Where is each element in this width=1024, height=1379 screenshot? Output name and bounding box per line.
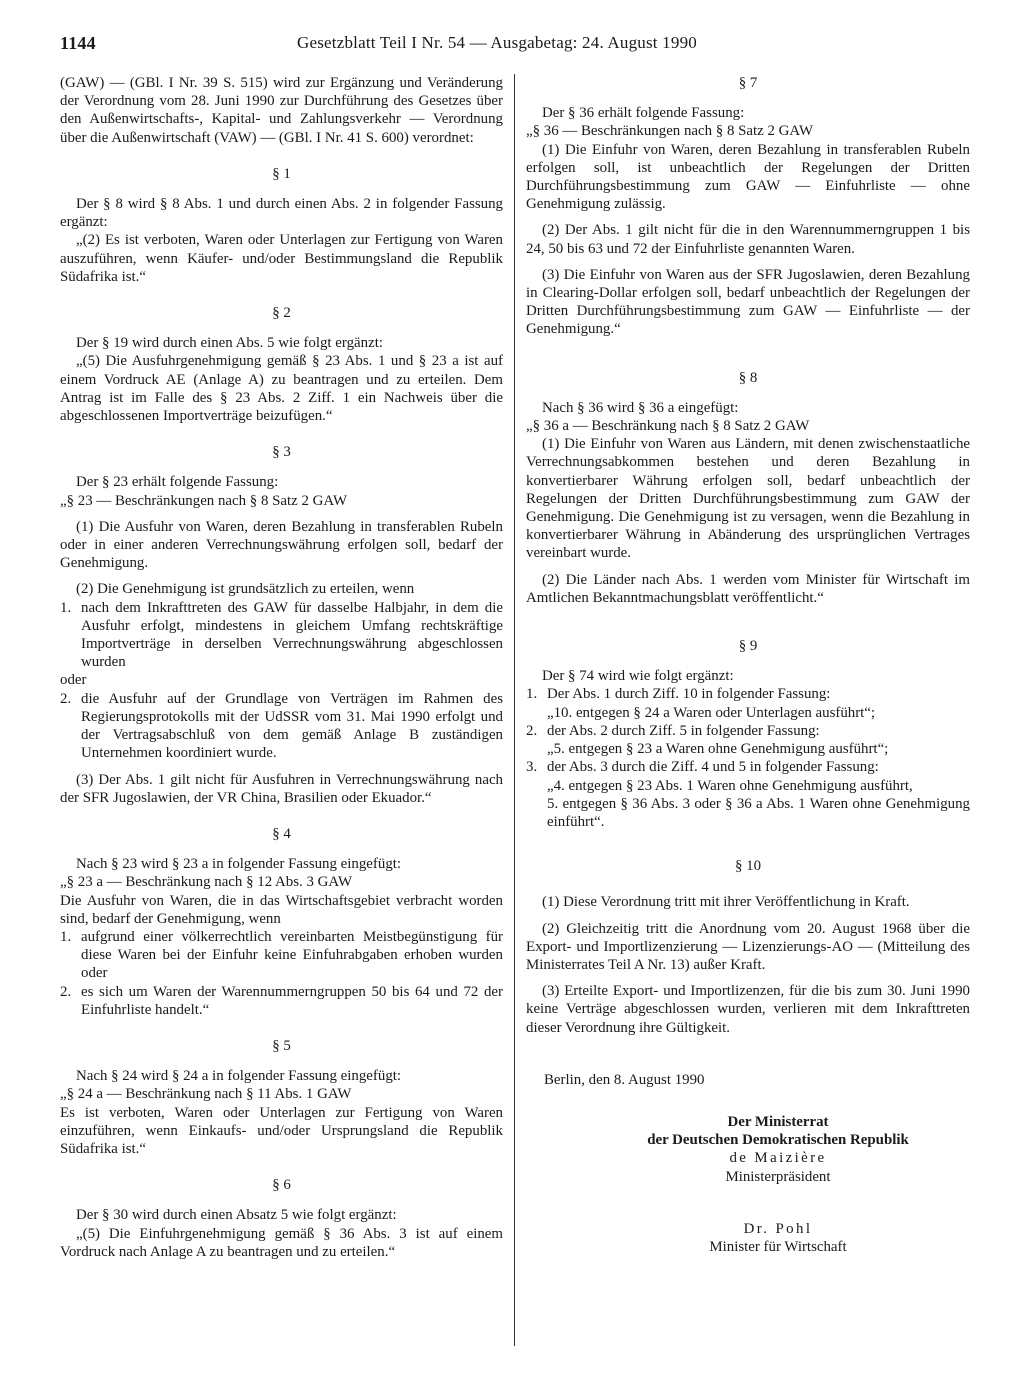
section-7-para-1: (1) Die Einfuhr von Waren, deren Bezahlung in transferablen Rubeln erfolgen soll, ist unbeachtlich der Regelungen der Dritten Durchführungsbestimmung zum GAW — Einfuhrliste — ohne Genehmigung zulässig. bbox=[526, 141, 970, 213]
place-date: Berlin, den 8. August 1990 bbox=[544, 1071, 705, 1088]
section-7-heading: „§ 36 — Beschränkungen nach § 8 Satz 2 GAW bbox=[526, 123, 814, 140]
section-3-text: Der § 23 erhält folgende Fassung: bbox=[76, 474, 279, 491]
section-2-quote: „(5) Die Ausfuhrgenehmigung gemäß § 23 Abs. 1 und § 23 a ist auf einem Vordruck AE (Anlage A) zu beantragen und zu erteilen. Dem Antrag ist im Falle des § 23 Abs. 2 Ziff. 1 ein Nachweis über die abgeschlossenen Importverträge beizufügen.“ bbox=[60, 353, 503, 425]
section-9-list bbox=[526, 685, 970, 703]
signatory-organization-line-2: der Deutschen Demokratischen Republik bbox=[647, 1132, 909, 1149]
section-5-heading: „§ 24 a — Beschränkung nach § 11 Abs. 1 GAW bbox=[60, 1086, 352, 1103]
list-item: 2. der Abs. 2 durch Ziff. 5 in folgender Fassung: bbox=[526, 722, 820, 739]
section-10-para-1: (1) Diese Verordnung tritt mit ihrer Veröffentlichung in Kraft. bbox=[542, 894, 910, 911]
section-9-list-2 bbox=[526, 722, 970, 740]
list-subitem: 5. entgegen § 36 Abs. 3 oder § 36 a Abs. 1 Waren ohne Genehmigung einführt“. bbox=[547, 795, 970, 830]
section-4-text: Nach § 23 wird § 23 a in folgender Fassung eingefügt: bbox=[76, 856, 402, 873]
section-4-list bbox=[60, 928, 503, 1019]
section-3-para-3: (3) Der Abs. 1 gilt nicht für Ausfuhren in Verrechnungswährung nach der SFR Jugoslawien, der VR China, Brasilien oder Ekuador.“ bbox=[60, 771, 503, 806]
section-4-title: § 4 bbox=[272, 825, 291, 842]
section-1-quote: „(2) Es ist verboten, Waren oder Unterlagen zur Fertigung von Waren auszuführen, wenn Käufer- und/oder Bestimmungsland die Republik Südafrika ist.“ bbox=[60, 232, 503, 285]
section-5-text: Nach § 24 wird § 24 a in folgender Fassung eingefügt: bbox=[76, 1068, 402, 1085]
section-1-text: Der § 8 wird § 8 Abs. 1 und durch einen Abs. 2 in folgender Fassung ergänzt: bbox=[60, 196, 503, 231]
list-item: 2. die Ausfuhr auf der Grundlage von Verträgen im Rahmen des Regierungsprotokolls mit der UdSSR vom 31. Mai 1990 erfolgt und der Vertragsabschluß von dem gemäß Anlage B zuständigen Unternehmen koordiniert wurde. bbox=[60, 690, 503, 762]
section-3-title: § 3 bbox=[272, 444, 291, 461]
list-subitem: „4. entgegen § 23 Abs. 1 Waren ohne Genehmigung ausführt, bbox=[547, 777, 913, 794]
section-7-title: § 7 bbox=[738, 75, 758, 91]
signatory-name-1: de Maizière bbox=[729, 1150, 827, 1167]
section-4-para: Die Ausfuhr von Waren, die in das Wirtschaftsgebiet verbracht worden sind, bedarf der Genehmigung, wenn bbox=[60, 892, 503, 927]
signatory-organization: Der Ministerrat bbox=[727, 1113, 829, 1130]
section-3-list-2 bbox=[60, 690, 503, 763]
right-column bbox=[526, 74, 970, 1256]
signatory-role-2: Minister für Wirtschaft bbox=[709, 1238, 847, 1255]
section-6-text: Der § 30 wird durch einen Absatz 5 wie folgt ergänzt: bbox=[76, 1207, 397, 1224]
list-item: 1. Der Abs. 1 durch Ziff. 10 in folgender Fassung: bbox=[526, 686, 831, 703]
section-6-title: § 6 bbox=[272, 1177, 291, 1194]
section-8-text: Nach § 36 wird § 36 a eingefügt: bbox=[542, 399, 739, 416]
section-10-para-2: (2) Gleichzeitig tritt die Anordnung vom 20. August 1968 über die Export- und Importlizenzierung — Lizenzierungs-AO — (Mitteilung des Ministerrates Teil A Nr. 13) außer Kraft. bbox=[526, 920, 970, 973]
section-10-title: § 10 bbox=[734, 858, 762, 875]
signatory-name-2: Dr. Pohl bbox=[743, 1220, 813, 1237]
section-10-para-3: (3) Erteilte Export- und Importlizenzen, für die bis zum 30. Juni 1990 keine Verträge abgeschlossen wurden, verlieren mit dem Inkrafttreten dieser Verordnung ihre Gültigkeit. bbox=[526, 983, 970, 1036]
running-title: Gesetzblatt Teil I Nr. 54 — Ausgabetag: 24. August 1990 bbox=[297, 33, 697, 52]
conjunction-oder: oder bbox=[60, 672, 87, 689]
section-8-para-1: (1) Die Einfuhr von Waren aus Ländern, mit denen zwischenstaatliche Verrechnungsabkommen bestehen und deren Bezahlung in konvertierbarer Währung erfolgen soll, bedarf unbeachtlich der Regelungen der Dritten Durchführungsbestimmung zum GAW der Genehmigung. Die Genehmigung ist zu versagen, wenn die Bezahlung in konvertierbarer Währung in Abänderung des ursprünglichen Vertrages vereinbart wurde. bbox=[526, 436, 970, 562]
column-divider bbox=[514, 74, 515, 1346]
intro-paragraph: (GAW) — (GBl. I Nr. 39 S. 515) wird zur Ergänzung und Veränderung der Verordnung vom 28. Juni 1990 zur Durchführung des Gesetzes über den Außenwirtschafts-, Kapital- und Zahlungsverkehr — Verordnung über die Außenwirtschaft (VAW) — (GBl. I Nr. 41 S. 600) verordnet: bbox=[60, 75, 503, 146]
list-item: 3. der Abs. 3 durch die Ziff. 4 und 5 in folgender Fassung: bbox=[526, 759, 879, 776]
section-9-text: Der § 74 wird wie folgt ergänzt: bbox=[542, 668, 734, 685]
section-5-para: Es ist verboten, Waren oder Unterlagen zur Fertigung von Waren einzuführen, wenn Einkaufs- und/oder Ursprungsland die Republik Südafrika ist.“ bbox=[60, 1104, 503, 1157]
list-item: 2. es sich um Waren der Warennummerngruppen 50 bis 64 und 72 der Einfuhrliste handelt.“ bbox=[60, 983, 503, 1018]
section-2-title: § 2 bbox=[272, 305, 291, 322]
signatory-role-1: Ministerpräsident bbox=[725, 1168, 831, 1185]
section-2-text: Der § 19 wird durch einen Abs. 5 wie folgt ergänzt: bbox=[76, 335, 383, 352]
section-3-heading: „§ 23 — Beschränkungen nach § 8 Satz 2 GAW bbox=[60, 492, 348, 509]
section-3-para-2: (2) Die Genehmigung ist grundsätzlich zu erteilen, wenn bbox=[76, 581, 415, 598]
list-item: 1. aufgrund einer völkerrechtlich vereinbarten Meistbegünstigung für diese Waren bei der Einfuhr keine Einfuhrabgaben erhoben wurden oder bbox=[60, 928, 503, 982]
section-9-list-3 bbox=[526, 758, 970, 776]
list-item: 1. nach dem Inkrafttreten des GAW für dasselbe Halbjahr, in dem die Ausfuhr erfolgt, mindestens in gleichem Umfang rechtskräftige Importverträge in derselben Verrechnungswährung abgeschlossen wurden bbox=[60, 599, 503, 671]
section-4-heading: „§ 23 a — Beschränkung nach § 12 Abs. 3 GAW bbox=[60, 874, 353, 891]
signature-block bbox=[586, 1113, 970, 1256]
section-8-para-2: (2) Die Länder nach Abs. 1 werden vom Minister für Wirtschaft im Amtlichen Bekanntmachungsblatt veröffentlicht.“ bbox=[526, 571, 970, 606]
page-number: 1144 bbox=[60, 33, 96, 53]
section-6-quote: „(5) Die Einfuhrgenehmigung gemäß § 36 Abs. 3 ist auf einem Vordruck nach Anlage A zu beantragen und zu erteilen.“ bbox=[60, 1225, 503, 1260]
section-8-heading: „§ 36 a — Beschränkung nach § 8 Satz 2 GAW bbox=[526, 418, 810, 435]
section-3-para-1: (1) Die Ausfuhr von Waren, deren Bezahlung in transferablen Rubeln oder in einer anderen Verrechnungswährung erfolgen soll, bedarf der Genehmigung. bbox=[60, 518, 503, 572]
section-1-title: § 1 bbox=[272, 165, 291, 182]
list-subitem: „5. entgegen § 23 a Waren ohne Genehmigung ausführt“; bbox=[547, 741, 889, 758]
list-subitem: „10. entgegen § 24 a Waren oder Unterlagen ausführt“; bbox=[547, 704, 876, 721]
section-5-title: § 5 bbox=[272, 1037, 291, 1054]
section-8-title: § 8 bbox=[738, 369, 758, 386]
spacer bbox=[586, 1186, 970, 1220]
left-column bbox=[60, 74, 503, 1261]
section-9-title: § 9 bbox=[738, 638, 758, 655]
page-header bbox=[60, 30, 760, 56]
section-7-para-3: (3) Die Einfuhr von Waren aus der SFR Jugoslawien, deren Bezahlung in Clearing-Dollar erfolgen soll, bedarf unbeachtlich der Regelungen der Dritten Durchführungsbestimmung zum GAW — Einfuhrliste — der Genehmigung.“ bbox=[526, 266, 970, 338]
section-7-text: Der § 36 erhält folgende Fassung: bbox=[542, 105, 745, 122]
section-7-para-2: (2) Der Abs. 1 gilt nicht für die in den Warennummerngruppen 1 bis 24, 50 bis 63 und 72 der Einfuhrliste genannten Waren. bbox=[526, 222, 970, 257]
section-3-list bbox=[60, 599, 503, 672]
